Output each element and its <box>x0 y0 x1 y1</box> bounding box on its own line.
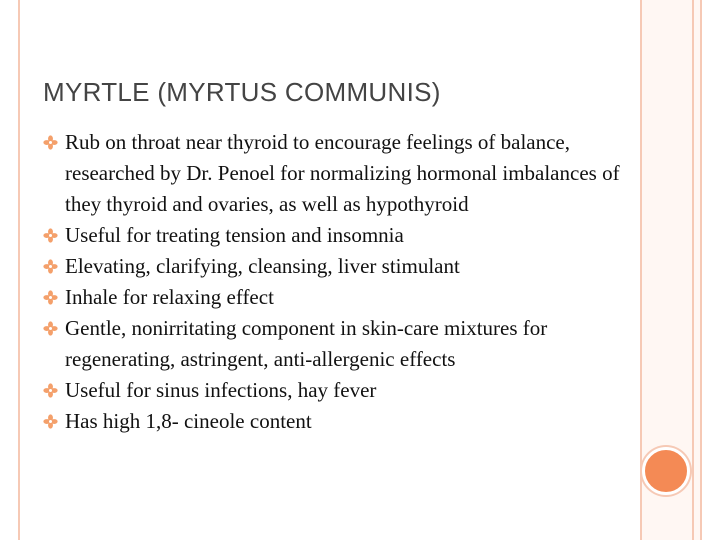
bullet-text: Rub on throat near thyroid to encourage feelings of balance, researched by Dr. Penoel for normalizing hormonal imbalances of they thyroid and ovaries, as well as hypothyroid <box>65 130 620 216</box>
decorative-circle <box>642 447 690 495</box>
bullet-text: Elevating, clarifying, cleansing, liver stimulant <box>65 254 460 278</box>
bullet-text: Useful for treating tension and insomnia <box>65 223 404 247</box>
bullet-item <box>43 313 628 375</box>
flower-bullet-icon <box>43 228 58 243</box>
bullet-item <box>43 375 628 406</box>
bullet-text: Inhale for relaxing effect <box>65 285 274 309</box>
right-band-inner-line <box>692 0 694 540</box>
flower-bullet-icon <box>43 135 58 150</box>
bullet-list <box>43 127 628 437</box>
flower-bullet-icon <box>43 383 58 398</box>
left-border-line <box>18 0 20 540</box>
slide-title: MYRTLE (MYRTUS COMMUNIS) <box>43 77 441 107</box>
bullet-item <box>43 406 628 437</box>
bullet-text: Gentle, nonirritating component in skin-care mixtures for regenerating, astringent, anti-allergenic effects <box>65 316 548 371</box>
bullet-text: Has high 1,8- cineole content <box>65 409 312 433</box>
bullet-item <box>43 282 628 313</box>
flower-bullet-icon <box>43 290 58 305</box>
bullet-item <box>43 220 628 251</box>
flower-bullet-icon <box>43 321 58 336</box>
bullet-text: Useful for sinus infections, hay fever <box>65 378 377 402</box>
flower-bullet-icon <box>43 259 58 274</box>
flower-bullet-icon <box>43 414 58 429</box>
bullet-item <box>43 127 628 220</box>
bullet-item <box>43 251 628 282</box>
